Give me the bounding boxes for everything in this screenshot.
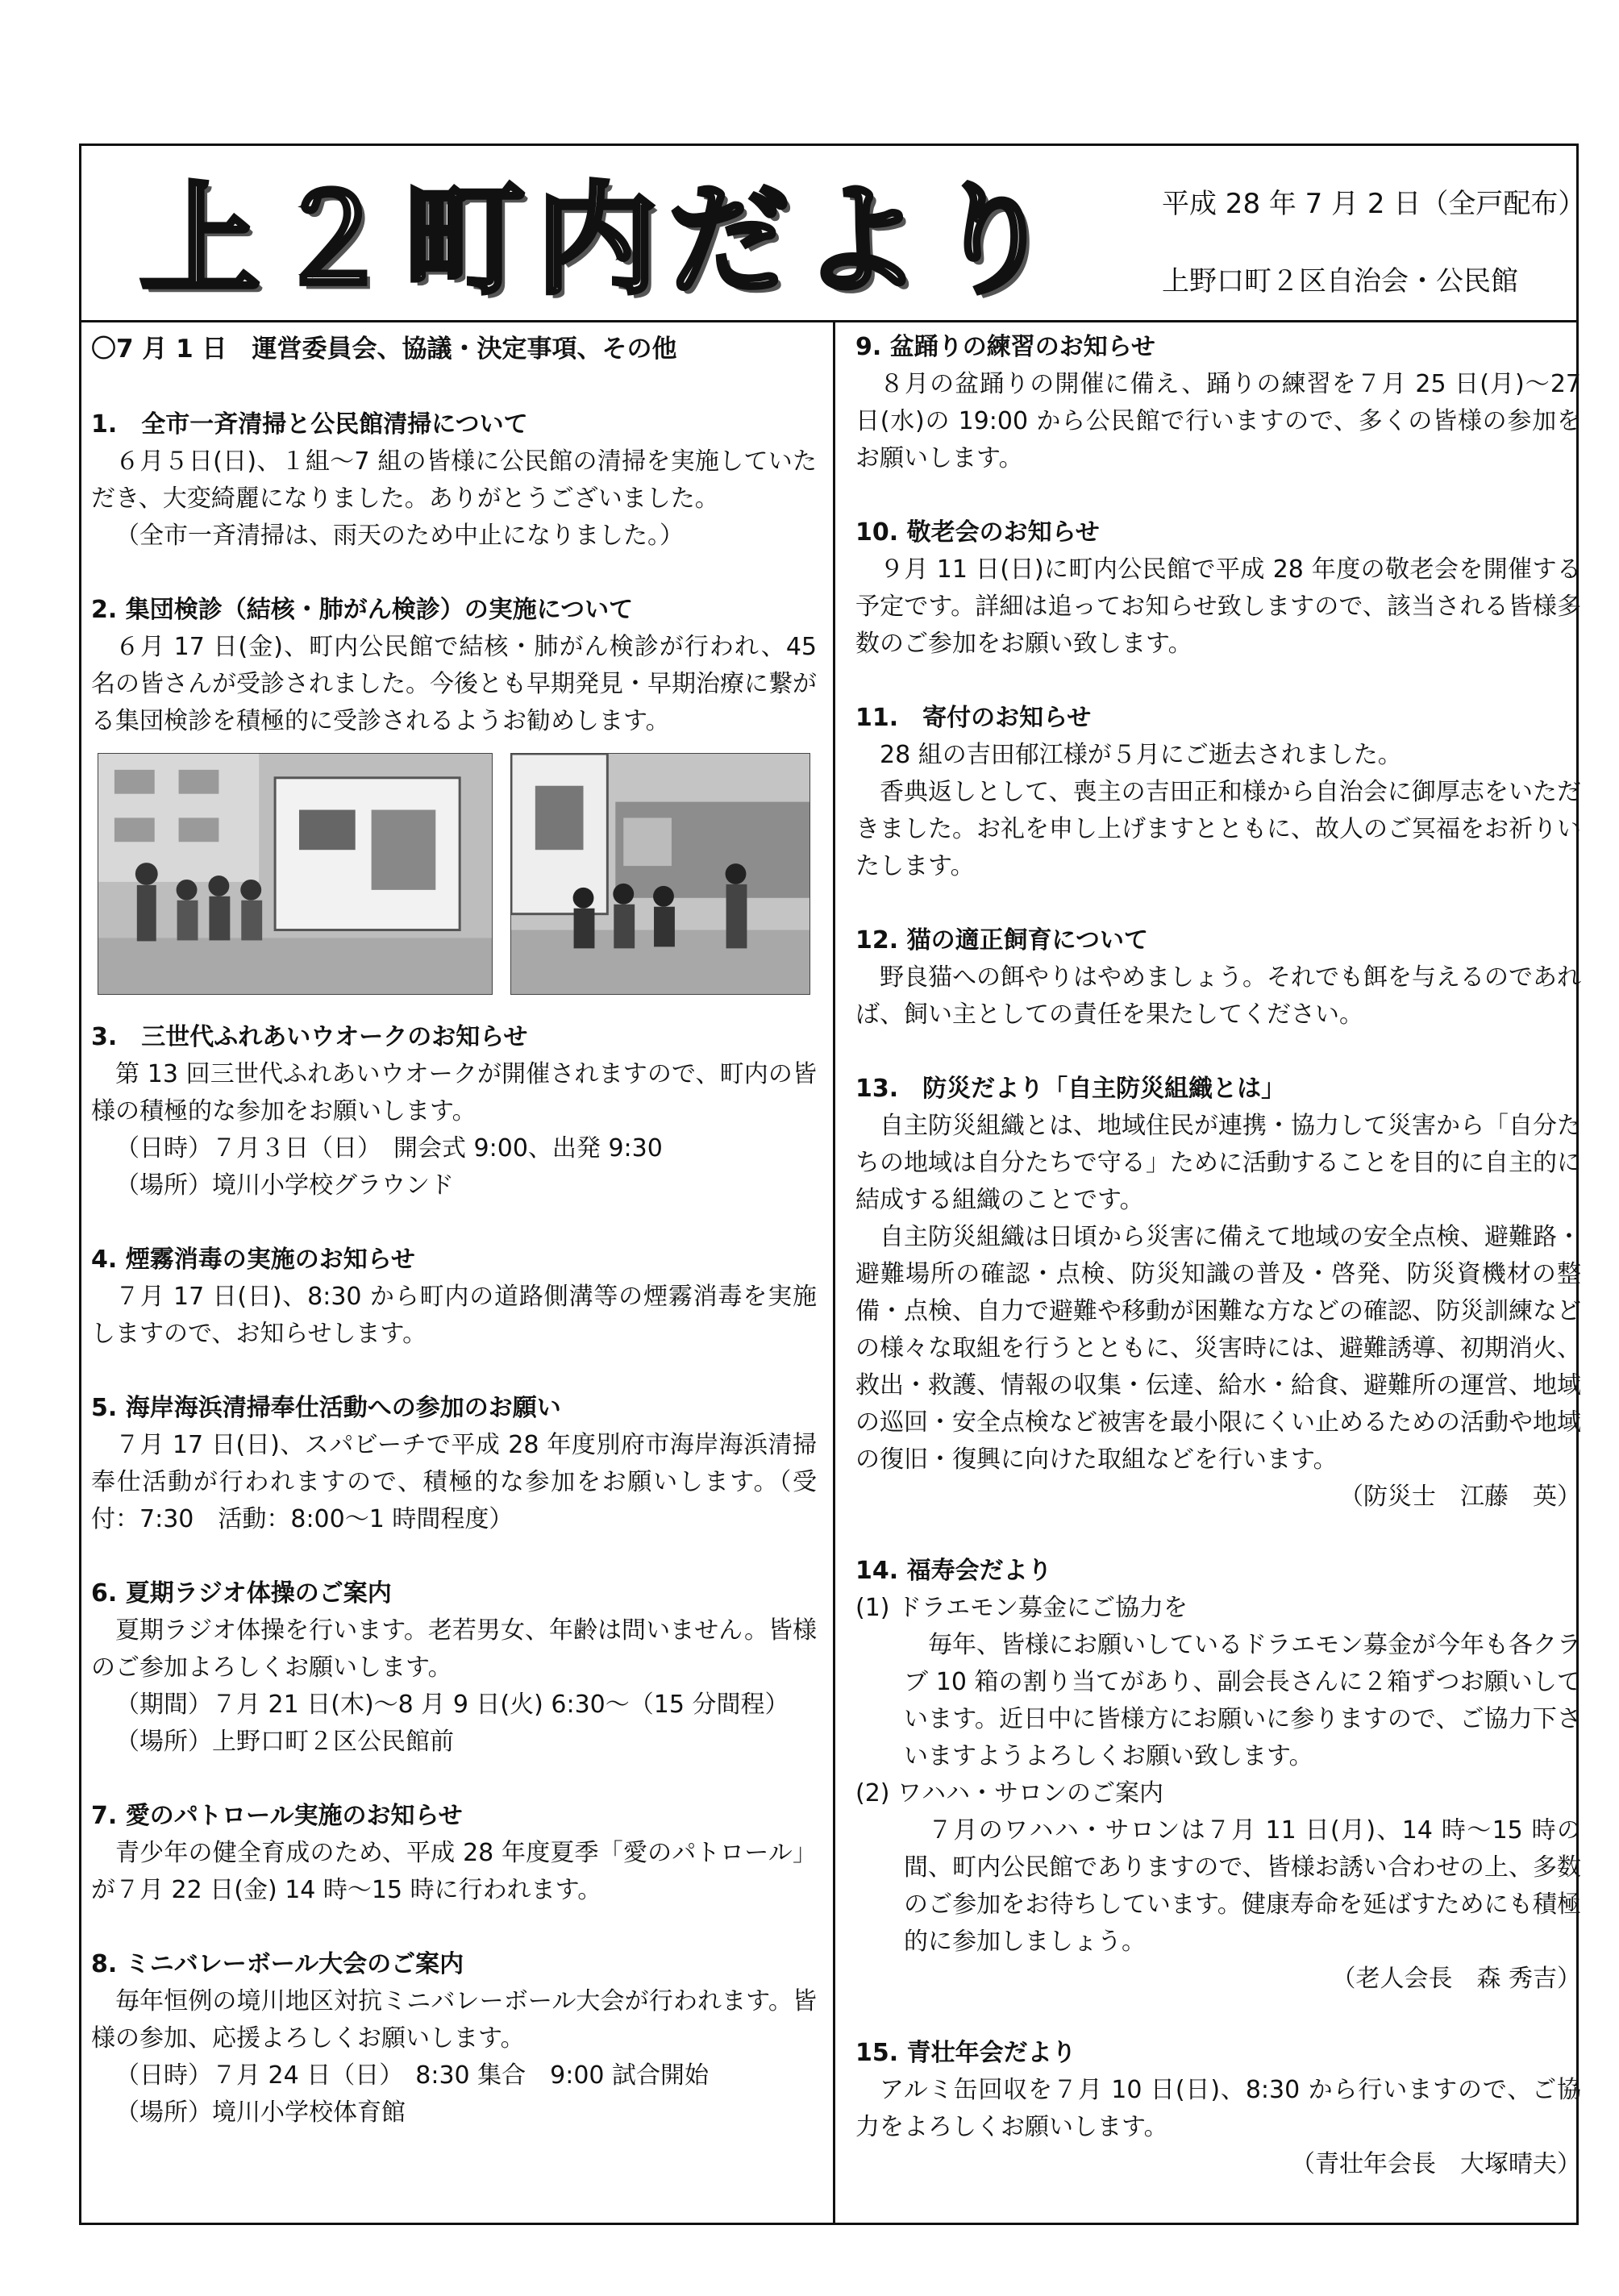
section-3-text: 第 13 回三世代ふれあいウオークが開催されますので、町内の皆様の積極的な参加をお願いします。 [91, 1060, 817, 1125]
checkup-bus-photo-icon [98, 753, 493, 995]
section-11-heading: 11. 寄付のお知らせ [855, 704, 1092, 732]
section-13 [855, 1071, 1581, 1516]
section-9 [855, 329, 1581, 477]
newsletter-title: 上２町内だより [139, 169, 1066, 311]
section-8-datetime: （日時）７月 24 日（日） 8:30 集合 9:00 試合開始 [115, 2061, 710, 2090]
section-10-heading: 10. 敬老会のお知らせ [855, 518, 1100, 547]
section-9-text: ８月の盆踊りの開催に備え、踊りの練習を７月 25 日(月)～27 日(水)の 19:00 から公民館で行いますので、多くの皆様の参加をお願いします。 [855, 370, 1581, 472]
section-15-heading: 15. 青壮年会だより [855, 2039, 1076, 2067]
section-1 [91, 406, 817, 555]
section-13-heading: 13. 防災だより「自主防災組織とは」 [855, 1075, 1286, 1103]
section-3-datetime: （日時）７月３日（日） 開会式 9:00、出発 9:30 [115, 1134, 663, 1163]
section-10 [855, 514, 1581, 663]
section-10-text: ９月 11 日(日)に町内公民館で平成 28 年度の敬老会を開催する予定です。詳細は追ってお知らせ致しますので、該当される皆様多数のご参加をお願い致します。 [855, 555, 1581, 658]
section-2 [91, 592, 817, 740]
meeting-lead [91, 329, 817, 369]
section-9-heading: 9. 盆踊りの練習のお知らせ [855, 333, 1155, 361]
section-2-text: ６月 17 日(金)、町内公民館で結核・肺がん検診が行われ、45 名の皆さんが受診されました。今後とも早期発見・早期治療に繋がる集団検診を積極的に受診されるようお勧めします。 [91, 633, 817, 735]
section-14-text-2: ７月のワハハ・サロンは７月 11 日(月)、14 時～15 時の間、町内公民館でありますので、皆様お誘い合わせの上、多数のご参加をお待ちしています。健康寿命を延ばすためにも積極的に参加しましょう。 [904, 1816, 1581, 1956]
section-14-heading: 14. 福寿会だより [855, 1557, 1052, 1585]
section-12 [855, 922, 1581, 1034]
section-2-heading: 2. 集団検診（結核・肺がん検診）の実施について [91, 596, 634, 624]
section-6-heading: 6. 夏期ラジオ体操のご案内 [91, 1579, 392, 1608]
section-13-signature: （防災士 江藤 英） [1339, 1483, 1581, 1511]
section-4 [91, 1242, 817, 1353]
section-14-sub-1: (1) ドラエモン募金にご協力を [855, 1594, 1188, 1622]
publisher: 上野口町２区自治会・公民館 [1162, 265, 1518, 297]
section-13-text-2: 自主防災組織は日頃から災害に備えて地域の安全点検、避難路・避難場所の確認・点検、防災知識の普及・啓発、防災資機材の整備・点検、自力で避難や移動が困難な方などの確認、防災訓練などの様々な取組を行うとともに、災害時には、避難誘導、初期消火、救出・救護、情報の収集・伝達、給水・給食、避難所の運営、地域の巡回・安全点検など被害を最小限にくい止めるための活動や地域の復旧・復興に向けた取組などを行います。 [855, 1223, 1581, 1474]
column-divider [833, 322, 835, 2223]
left-column [91, 329, 817, 2132]
section-15 [855, 2035, 1581, 2183]
section-6-text: 夏期ラジオ体操を行います。老若男女、年齢は問いません。皆様のご参加よろしくお願いします。 [91, 1616, 817, 1682]
section-8 [91, 1946, 817, 2132]
section-12-text: 野良猫への餌やりはやめましょう。それでも餌を与えるのであれば、飼い主としての責任を果たしてください。 [855, 963, 1581, 1029]
section-12-heading: 12. 猫の適正飼育について [855, 926, 1148, 955]
section-5-heading: 5. 海岸海浜清掃奉仕活動への参加のお願い [91, 1394, 561, 1422]
section-13-text: 自主防災組織とは、地域住民が連携・協力して災害から「自分たちの地域は自分たちで守る」ために活動することを目的に自主的に結成する組織のことです。 [855, 1112, 1581, 1214]
section-7-heading: 7. 愛のパトロール実施のお知らせ [91, 1802, 463, 1830]
section-8-text: 毎年恒例の境川地区対抗ミニバレーボール大会が行われます。皆様の参加、応援よろしくお願いします。 [91, 1987, 817, 2053]
issue-date: 平成 28 年 7 月 2 日（全戸配布） [1162, 188, 1586, 220]
section-7-text: 青少年の健全育成のため、平成 28 年度夏季「愛のパトロール」が７月 22 日(金) 14 時～15 時に行われます。 [91, 1839, 817, 1904]
section-1-text: ６月５日(日)、１組～7 組の皆様に公民館の清掃を実施していただき、大変綺麗になりました。ありがとうございました。 [91, 447, 817, 513]
newsletter-body [79, 322, 1579, 2225]
section-8-place: （場所）境川小学校体育館 [115, 2098, 406, 2127]
checkup-tent-photo-icon [510, 753, 810, 995]
photo-strip [91, 753, 817, 995]
right-column [855, 329, 1581, 2183]
section-3-heading: 3. 三世代ふれあいウオークのお知らせ [91, 1023, 528, 1051]
section-11-text: 28 組の吉田郁江様が５月にご逝去されました。 [880, 741, 1402, 769]
section-6 [91, 1575, 817, 1761]
section-8-heading: 8. ミニバレーボール大会のご案内 [91, 1950, 464, 1978]
section-4-text: ７月 17 日(日)、8:30 から町内の道路側溝等の煙霧消毒を実施しますので、お知らせします。 [91, 1283, 817, 1348]
section-7 [91, 1798, 817, 1909]
section-11-text-2: 香典返しとして、喪主の吉田正和様から自治会に御厚志をいただきました。お礼を申し上げますとともに、故人のご冥福をお祈りいたします。 [855, 778, 1581, 880]
section-15-text: アルミ缶回収を７月 10 日(日)、8:30 から行いますので、ご協力をよろしくお願いします。 [855, 2076, 1581, 2141]
section-3-place: （場所）境川小学校グラウンド [115, 1171, 454, 1200]
section-6-period: （期間）７月 21 日(木)～8 月 9 日(火) 6:30～（15 分間程） [115, 1691, 789, 1719]
meeting-lead-text: 〇7 月 1 日 運営委員会、協議・決定事項、その他 [91, 335, 677, 364]
section-4-heading: 4. 煙霧消毒の実施のお知らせ [91, 1246, 415, 1274]
section-14-signature: （老人会長 森 秀吉） [1331, 1965, 1581, 1993]
section-5 [91, 1390, 817, 1538]
section-14-text: 毎年、皆様にお願いしているドラエモン募金が今年も各クラブ 10 箱の割り当てがあり、副会長さんに２箱ずつお願いしています。近日中に皆様方にお願いに参りますので、ご協力下さいますようよろしくお願い致します。 [904, 1631, 1581, 1770]
masthead [79, 144, 1586, 322]
section-5-text: ７月 17 日(日)、スパビーチで平成 28 年度別府市海岸海浜清掃奉仕活動が行われますので、積極的な参加をお願いします。（受付：7:30 活動：8:00～1 時間程度） [91, 1431, 817, 1533]
section-15-signature: （青壮年会長 大塚晴夫） [1291, 2150, 1581, 2178]
section-6-place: （場所）上野口町２区公民館前 [115, 1728, 454, 1756]
section-1-note: （全市一斉清掃は、雨天のため中止になりました。） [115, 522, 684, 550]
section-3 [91, 1019, 817, 1204]
section-1-heading: 1. 全市一斉清掃と公民館清掃について [91, 410, 528, 439]
section-14 [855, 1553, 1581, 1998]
section-11 [855, 700, 1581, 885]
section-14-sub-2: (2) ワハハ・サロンのご案内 [855, 1779, 1164, 1807]
